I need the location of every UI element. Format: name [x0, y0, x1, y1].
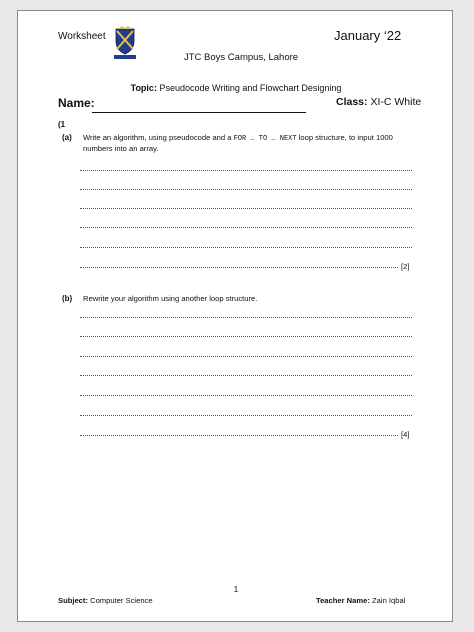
subject-value: Computer Science: [90, 596, 153, 605]
school-crest-icon: [110, 26, 140, 60]
answer-line: [80, 435, 398, 436]
part-a-text-1: Write an algorithm, using pseudocode and a: [83, 133, 232, 142]
answer-line: [80, 208, 412, 209]
page-number: 1: [233, 585, 239, 594]
class-field: [336, 96, 421, 108]
worksheet-label: Worksheet: [58, 31, 106, 42]
answer-line: [80, 415, 412, 416]
part-a-label: (a): [62, 133, 72, 142]
topic-label: Topic:: [130, 83, 157, 93]
part-a-text-2: loop structure, to input 1000 numbers into an array.: [83, 133, 393, 153]
worksheet-page: [17, 10, 453, 622]
answer-line: [80, 375, 412, 376]
topic-value: Pseudocode Writing and Flowchart Designing: [159, 83, 342, 93]
teacher-value: Zain Iqbal: [372, 596, 406, 605]
name-answer-line: [92, 112, 306, 113]
part-b-marks: [4]: [401, 430, 410, 439]
part-a-question: [83, 133, 423, 154]
subject-field: [58, 596, 153, 605]
answer-line: [80, 189, 412, 190]
part-a-marks: [2]: [401, 262, 410, 271]
part-b-label: (b): [62, 294, 73, 303]
part-a-code: FOR … TO … NEXT: [233, 135, 297, 143]
topic-line: [18, 83, 454, 93]
name-label: Name:: [58, 96, 95, 110]
answer-line: [80, 170, 412, 171]
answer-line: [80, 247, 412, 248]
part-b-question: Rewrite your algorithm using another loop structure.: [83, 294, 258, 303]
teacher-field: [316, 596, 405, 605]
worksheet-date: January ‘22: [334, 28, 402, 43]
answer-line: [80, 336, 412, 337]
answer-line: [80, 267, 398, 268]
answer-line: [80, 395, 412, 396]
answer-line: [80, 356, 412, 357]
class-label: Class:: [336, 96, 368, 108]
class-value: XI-C White: [370, 96, 422, 108]
answer-line: [80, 317, 412, 318]
answer-line: [80, 227, 412, 228]
question-number: (1: [58, 120, 66, 129]
campus-name: JTC Boys Campus, Lahore: [184, 52, 299, 63]
teacher-label: Teacher Name:: [316, 596, 370, 605]
subject-label: Subject:: [58, 596, 88, 605]
